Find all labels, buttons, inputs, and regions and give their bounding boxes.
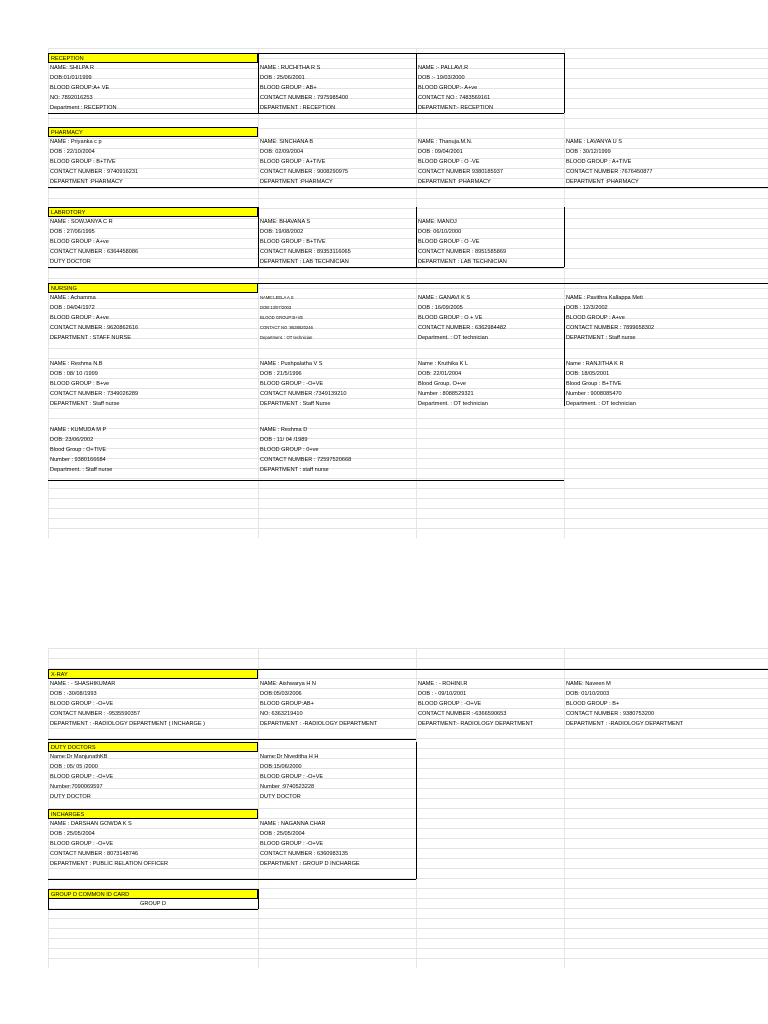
incharges-cell: NAME : NAGANNA CHAR (260, 821, 326, 827)
pharmacy-cell: NAME: SINCHANA B (260, 139, 314, 145)
incharges-cell: CONTACT NUMBER : 8073148746 (50, 851, 139, 857)
nursing-cell (564, 455, 768, 465)
nursing-cell: CONTACT NUMBER : 7899658302 (566, 325, 655, 331)
duty-doctors-cell: DUTY DOCTOR (50, 794, 91, 800)
reception-cell: BLOOD GROUP : AB+ (260, 85, 317, 91)
section-header-group-d: GROUP D COMMON ID CARD (48, 889, 258, 899)
nursing-row (48, 425, 768, 435)
xray-cell: NO: 6363219410 (260, 711, 303, 717)
nursing-cell: NAME : Achamma (50, 295, 96, 301)
xray-row (48, 679, 768, 689)
xray-cell: DEPARTMENT:- RADIOLOGY DEPARTMENT (418, 721, 534, 727)
labrotory-cell: NAME: MANOJ (418, 219, 457, 225)
nursing-cell: BLOOD GROUP : O + VE (418, 315, 483, 321)
table-border (48, 889, 49, 909)
nursing-cell (416, 455, 564, 465)
labrotory-cell: DEPARTMENT : LAB TECHNICIAN (418, 259, 507, 265)
reception-cell: BLOOD GROUP:A+ VE (50, 85, 110, 91)
nursing-cell: NAME : KUMUDA M P (50, 427, 107, 433)
table-border (48, 480, 564, 481)
pharmacy-cell: BLOOD GROUP : O -VE (418, 159, 480, 165)
nursing-cell: CONTACT NO :9538820246 (260, 325, 313, 330)
nursing-cell: CONTACT NUMBER : 9620862616 (50, 325, 139, 331)
reception-cell: CONTACT NO : 7483569161 (418, 95, 491, 101)
xray-cell: DEPARTMENT : -RADIOLOGY DEPARTMENT (260, 721, 378, 727)
labrotory-cell: CONTACT NUMBER : 8951585869 (418, 249, 507, 255)
table-border (48, 739, 416, 740)
nursing-cell: DOB: 23/06/2002 (50, 437, 94, 443)
table-border (48, 669, 768, 670)
reception-row (48, 63, 564, 73)
reception-cell: NAME :- PALLAVI.R (418, 65, 469, 71)
pharmacy-cell: CONTACT NUMBER :7676450877 (566, 169, 653, 175)
xray-cell: DOB: 01/10/2003 (566, 691, 610, 697)
incharges-cell: DOB : 25/05/2004 (260, 831, 305, 837)
section-header-labrotory: LABROTORY (48, 207, 258, 217)
spreadsheet-page-2 (48, 648, 768, 968)
nursing-cell (416, 445, 564, 455)
xray-cell: BLOOD GROUP : B+ (566, 701, 620, 707)
incharges-cell: CONTACT NUMBER : 6360983135 (260, 851, 349, 857)
duty-doctors-cell: BLOOD GROUP : -O+VE (260, 774, 324, 780)
incharges-cell: DEPARTMENT : PUBLIC RELATION OFFICER (50, 861, 169, 867)
reception-cell: NAME: SHILPA R (50, 65, 95, 71)
nursing-cell: Name : RANJITHA K R (566, 361, 624, 367)
xray-cell: NAME : - SHASHIKUMAR (50, 681, 116, 687)
table-border (564, 306, 565, 406)
nursing-row (48, 293, 768, 303)
table-border (564, 207, 565, 267)
reception-cell: Department : RECEPTION (50, 105, 117, 111)
nursing-cell: Blood Group. O+ve (418, 381, 467, 387)
table-border (48, 187, 768, 188)
xray-row (48, 689, 768, 699)
nursing-cell (564, 425, 768, 435)
duty-doctors-cell: DOB : 05/ 05 /2000 (50, 764, 98, 770)
pharmacy-cell: CONTACT NUMBER : 9008290975 (260, 169, 349, 175)
pharmacy-cell: DEPARTMENT :PHARMACY (418, 179, 491, 185)
nursing-row (48, 323, 768, 333)
nursing-cell: Department. : OT technician (418, 401, 488, 407)
xray-cell: NAME: Aishwarya H N (260, 681, 316, 687)
nursing-row (48, 455, 768, 465)
incharges-cell: NAME : DARSHAN GOWDA K S (50, 821, 132, 827)
section-header-xray: X-RAY (48, 669, 258, 679)
xray-cell: DOB:05/03/2006 (260, 691, 302, 697)
nursing-cell: DOB : 04/04/1972 (50, 305, 95, 311)
labrotory-cell: DEPARTMENT : LAB TECHNICIAN (260, 259, 349, 265)
nursing-cell: DOB: 22/01/2004 (418, 371, 462, 377)
xray-row (48, 699, 768, 709)
pharmacy-row (48, 167, 768, 177)
nursing-cell: DOB: 18/05/2001 (566, 371, 610, 377)
nursing-cell: DOB : 21/5/1996 (260, 371, 302, 377)
table-border (48, 113, 564, 114)
nursing-cell (564, 435, 768, 445)
pharmacy-cell: DEPARTMENT :PHARMACY (566, 179, 639, 185)
pharmacy-row (48, 157, 768, 167)
nursing-cell: DEPARTMENT : Staff Nurse (260, 401, 331, 407)
spreadsheet-page-1 (48, 48, 768, 538)
nursing-cell: Department. : OT technician (418, 335, 488, 341)
nursing-cell: DEPARTMENT : STAFF NURSE (50, 335, 132, 341)
section-header-nursing: NURSING (48, 283, 258, 293)
xray-cell: BLOOD GROUP:AB+ (260, 701, 314, 707)
pharmacy-cell: BLOOD GROUP : A+TIVE (566, 159, 632, 165)
nursing-cell: Department. : OT technician (566, 401, 636, 407)
reception-cell: NAME : RUCHITHA R S (260, 65, 321, 71)
pharmacy-row (48, 177, 768, 187)
nursing-cell: DOB : 11/ 04 /1989 (260, 437, 308, 443)
nursing-row (48, 465, 768, 475)
nursing-row (48, 379, 768, 389)
reception-cell: BLOOD GROUP:- A+ve (418, 85, 478, 91)
nursing-cell: Blood Group : B+TIVE (566, 381, 622, 387)
group-d-row (48, 899, 258, 909)
duty-doctors-row (48, 772, 416, 782)
table-border (258, 53, 259, 113)
nursing-cell: NAME : Pushpalatha V S (260, 361, 323, 367)
nursing-cell: CONTACT NUMBER :7349139210 (260, 391, 347, 397)
labrotory-row (48, 227, 564, 237)
labrotory-cell: NAME: BHAVANA S (260, 219, 311, 225)
nursing-cell (416, 435, 564, 445)
table-border (48, 283, 768, 284)
labrotory-cell: BLOOD GROUP : B+TIVE (260, 239, 326, 245)
duty-doctors-cell: Name:Dr Niveditha H H (260, 754, 319, 760)
table-border (258, 207, 259, 267)
incharges-row (48, 849, 416, 859)
nursing-row (48, 445, 768, 455)
nursing-cell: Blood Group : O+TIVE (50, 447, 107, 453)
section-header-pharmacy: PHARMACY (48, 127, 258, 137)
nursing-row (48, 435, 768, 445)
pharmacy-cell: DEPARTMENT :PHARMACY (260, 179, 333, 185)
reception-cell: DOB :- 19/03/2000 (418, 75, 465, 81)
table-border (48, 267, 564, 268)
incharges-row (48, 829, 416, 839)
reception-cell: DEPARTMENT:- RECEPTION (418, 105, 494, 111)
labrotory-row (48, 257, 564, 267)
nursing-cell: DOB:13/07/2003 (260, 305, 292, 310)
table-border (416, 742, 417, 879)
reception-row (48, 73, 564, 83)
xray-row (48, 709, 768, 719)
xray-cell: BLOOD GROUP : -O+VE (418, 701, 482, 707)
section-header-duty-doctors: DUTY DOCTORS (48, 742, 258, 752)
nursing-cell: CONTACT NUMBER : 72597520668 (260, 457, 352, 463)
pharmacy-cell: DEPARTMENT :PHARMACY (50, 179, 123, 185)
nursing-cell: NAME:LEELA A S (260, 295, 294, 300)
duty-doctors-row (48, 782, 416, 792)
nursing-cell: Number : 9380166684 (50, 457, 106, 463)
pharmacy-cell: BLOOD GROUP : B+TIVE (50, 159, 116, 165)
pharmacy-cell: DOB : 30/12/1999 (566, 149, 611, 155)
labrotory-cell: DOB : 27/06/1995 (50, 229, 95, 235)
nursing-row (48, 399, 768, 409)
nursing-cell: BLOOD GROUP : B+ve (50, 381, 110, 387)
nursing-cell: Name : Kruthika K L (418, 361, 469, 367)
nursing-row (48, 313, 768, 323)
labrotory-row (48, 247, 564, 257)
nursing-cell: DEPARTMENT : Staff nurse (50, 401, 120, 407)
pharmacy-cell: CONTACT NUMBER : 9740916231 (50, 169, 139, 175)
reception-row (48, 83, 564, 93)
duty-doctors-cell: DOB:15/06/2000 (260, 764, 302, 770)
incharges-cell: DEPARTMENT : GROUP D INCHARGE (260, 861, 360, 867)
reception-row (48, 93, 564, 103)
nursing-row (48, 369, 768, 379)
nursing-cell (416, 465, 564, 475)
xray-cell: DOB : -30/08/1993 (50, 691, 97, 697)
labrotory-cell: DUTY DOCTOR (50, 259, 91, 265)
nursing-cell: BLOOD GROUP : A+ve (50, 315, 109, 321)
reception-cell: NO: 7892016253 (50, 95, 93, 101)
labrotory-cell: DOB: 19/08/2002 (260, 229, 304, 235)
nursing-cell: NAME : Reshma N.B (50, 361, 103, 367)
nursing-cell (416, 425, 564, 435)
pharmacy-cell: DOB: 02/09/2004 (260, 149, 304, 155)
xray-cell: DEPARTMENT : -RADIOLOGY DEPARTMENT ( INCHARGE ) (50, 721, 205, 727)
nursing-row (48, 389, 768, 399)
xray-cell: CONTACT NUMBER : 9380753200 (566, 711, 655, 717)
duty-doctors-row (48, 792, 416, 802)
nursing-cell: DOB : 16/09/2005 (418, 305, 463, 311)
table-border (48, 909, 258, 910)
nursing-row (48, 303, 768, 313)
section-header-reception: RECEPTION (48, 53, 258, 63)
nursing-cell: Department. : Staff nurse (50, 467, 113, 473)
nursing-cell: NAME : Reshma D (260, 427, 308, 433)
labrotory-cell: CONTACT NUMBER : 6364458086 (50, 249, 139, 255)
xray-cell: CONTACT NUMBER : -9535590357 (50, 711, 140, 717)
nursing-cell: Number : 9008085470 (566, 391, 622, 397)
labrotory-row (48, 217, 564, 227)
nursing-cell: BLOOD GROUP : A+ve (566, 315, 625, 321)
duty-doctors-cell: Number:7090069597 (50, 784, 103, 790)
incharges-row (48, 839, 416, 849)
pharmacy-row (48, 137, 768, 147)
labrotory-cell: DOB: 06/10/2000 (418, 229, 462, 235)
nursing-cell: Number : 8088529321 (418, 391, 474, 397)
labrotory-cell: NAME : SOWJANYA C R (50, 219, 113, 225)
xray-cell: BLOOD GROUP : -O+VE (50, 701, 114, 707)
table-border (258, 889, 259, 909)
duty-doctors-cell: Number :9740523228 (260, 784, 315, 790)
pharmacy-cell: NAME : LAVANYA U S (566, 139, 622, 145)
nursing-cell: DOB : 12/3/2002 (566, 305, 608, 311)
labrotory-cell: CONTACT NUMBER : 89353116065 (260, 249, 351, 255)
reception-row (48, 103, 564, 113)
reception-cell: CONTACT NUMBER : 7975985400 (260, 95, 349, 101)
duty-doctors-row (48, 762, 416, 772)
duty-doctors-row (48, 752, 416, 762)
nursing-cell: DEPARTMENT : Staff nurse (566, 335, 636, 341)
nursing-cell: DOB : 08/ 10 /1999 (50, 371, 98, 377)
nursing-cell: CONTACT NUMBER : 7349026289 (50, 391, 139, 397)
nursing-cell: BLOOD GROUP : -O+VE (260, 381, 324, 387)
pharmacy-cell: CONTACT NUMBER 9380185937 (418, 169, 503, 175)
duty-doctors-cell: DUTY DOCTOR (260, 794, 301, 800)
nursing-cell: BLOOD GROUP:B+VE (260, 315, 304, 320)
table-border (416, 207, 417, 267)
labrotory-cell: BLOOD GROUP : A+ve (50, 239, 109, 245)
section-header-incharges: INCHARGES (48, 809, 258, 819)
incharges-cell: DOB : 25/05/2004 (50, 831, 95, 837)
nursing-cell: CONTACT NUMBER : 6362984482 (418, 325, 507, 331)
nursing-cell (564, 445, 768, 455)
nursing-cell: DEPARTMENT : staff nurse (260, 467, 329, 473)
xray-cell: CONTACT NUMBER :-6366590653 (418, 711, 507, 717)
xray-cell: DEPARTMENT : -RADIOLOGY DEPARTMENT (566, 721, 684, 727)
reception-cell: DOB:01/01/1999 (50, 75, 92, 81)
xray-row (48, 719, 768, 729)
pharmacy-cell: BLOOD GROUP : A+TIVE (260, 159, 326, 165)
nursing-cell: Department. : OT technician (260, 335, 313, 340)
incharges-row (48, 819, 416, 829)
duty-doctors-cell: BLOOD GROUP : -O+VE (50, 774, 114, 780)
xray-cell: DOB : - 09/10/2001 (418, 691, 467, 697)
xray-cell: NAME: Naveen M (566, 681, 611, 687)
pharmacy-cell: DOB : 09/04/2001 (418, 149, 463, 155)
nursing-row (48, 333, 768, 343)
incharges-row (48, 859, 416, 869)
reception-cell: DOB : 25/06/2001 (260, 75, 305, 81)
nursing-cell: NAME : GANAVI K S (418, 295, 471, 301)
nursing-cell: BLOOD GROUP : 0+ve (260, 447, 319, 453)
reception-cell: DEPARTMENT : RECEPTION (260, 105, 336, 111)
nursing-row (48, 359, 768, 369)
labrotory-cell: BLOOD GROUP : O -VE (418, 239, 480, 245)
incharges-cell: BLOOD GROUP : -O+VE (50, 841, 114, 847)
table-border (48, 53, 564, 54)
xray-cell: NAME : - ROHINI.R (418, 681, 468, 687)
table-border (48, 879, 416, 880)
table-border (564, 53, 565, 113)
nursing-cell (564, 465, 768, 475)
pharmacy-cell: DOB : 22/10/2004 (50, 149, 95, 155)
group-d-label: GROUP D (139, 901, 166, 907)
duty-doctors-cell: Name:Dr ManjunathKB (50, 754, 108, 760)
nursing-cell: NAME : Pavithra Kallappa Meti (566, 295, 643, 301)
pharmacy-cell: NAME : Thanuja.M.N. (418, 139, 473, 145)
labrotory-row (48, 237, 564, 247)
pharmacy-row (48, 147, 768, 157)
table-border (416, 53, 417, 113)
incharges-cell: BLOOD GROUP : -O+VE (260, 841, 324, 847)
pharmacy-cell: NAME : Priyanka c p (50, 139, 102, 145)
